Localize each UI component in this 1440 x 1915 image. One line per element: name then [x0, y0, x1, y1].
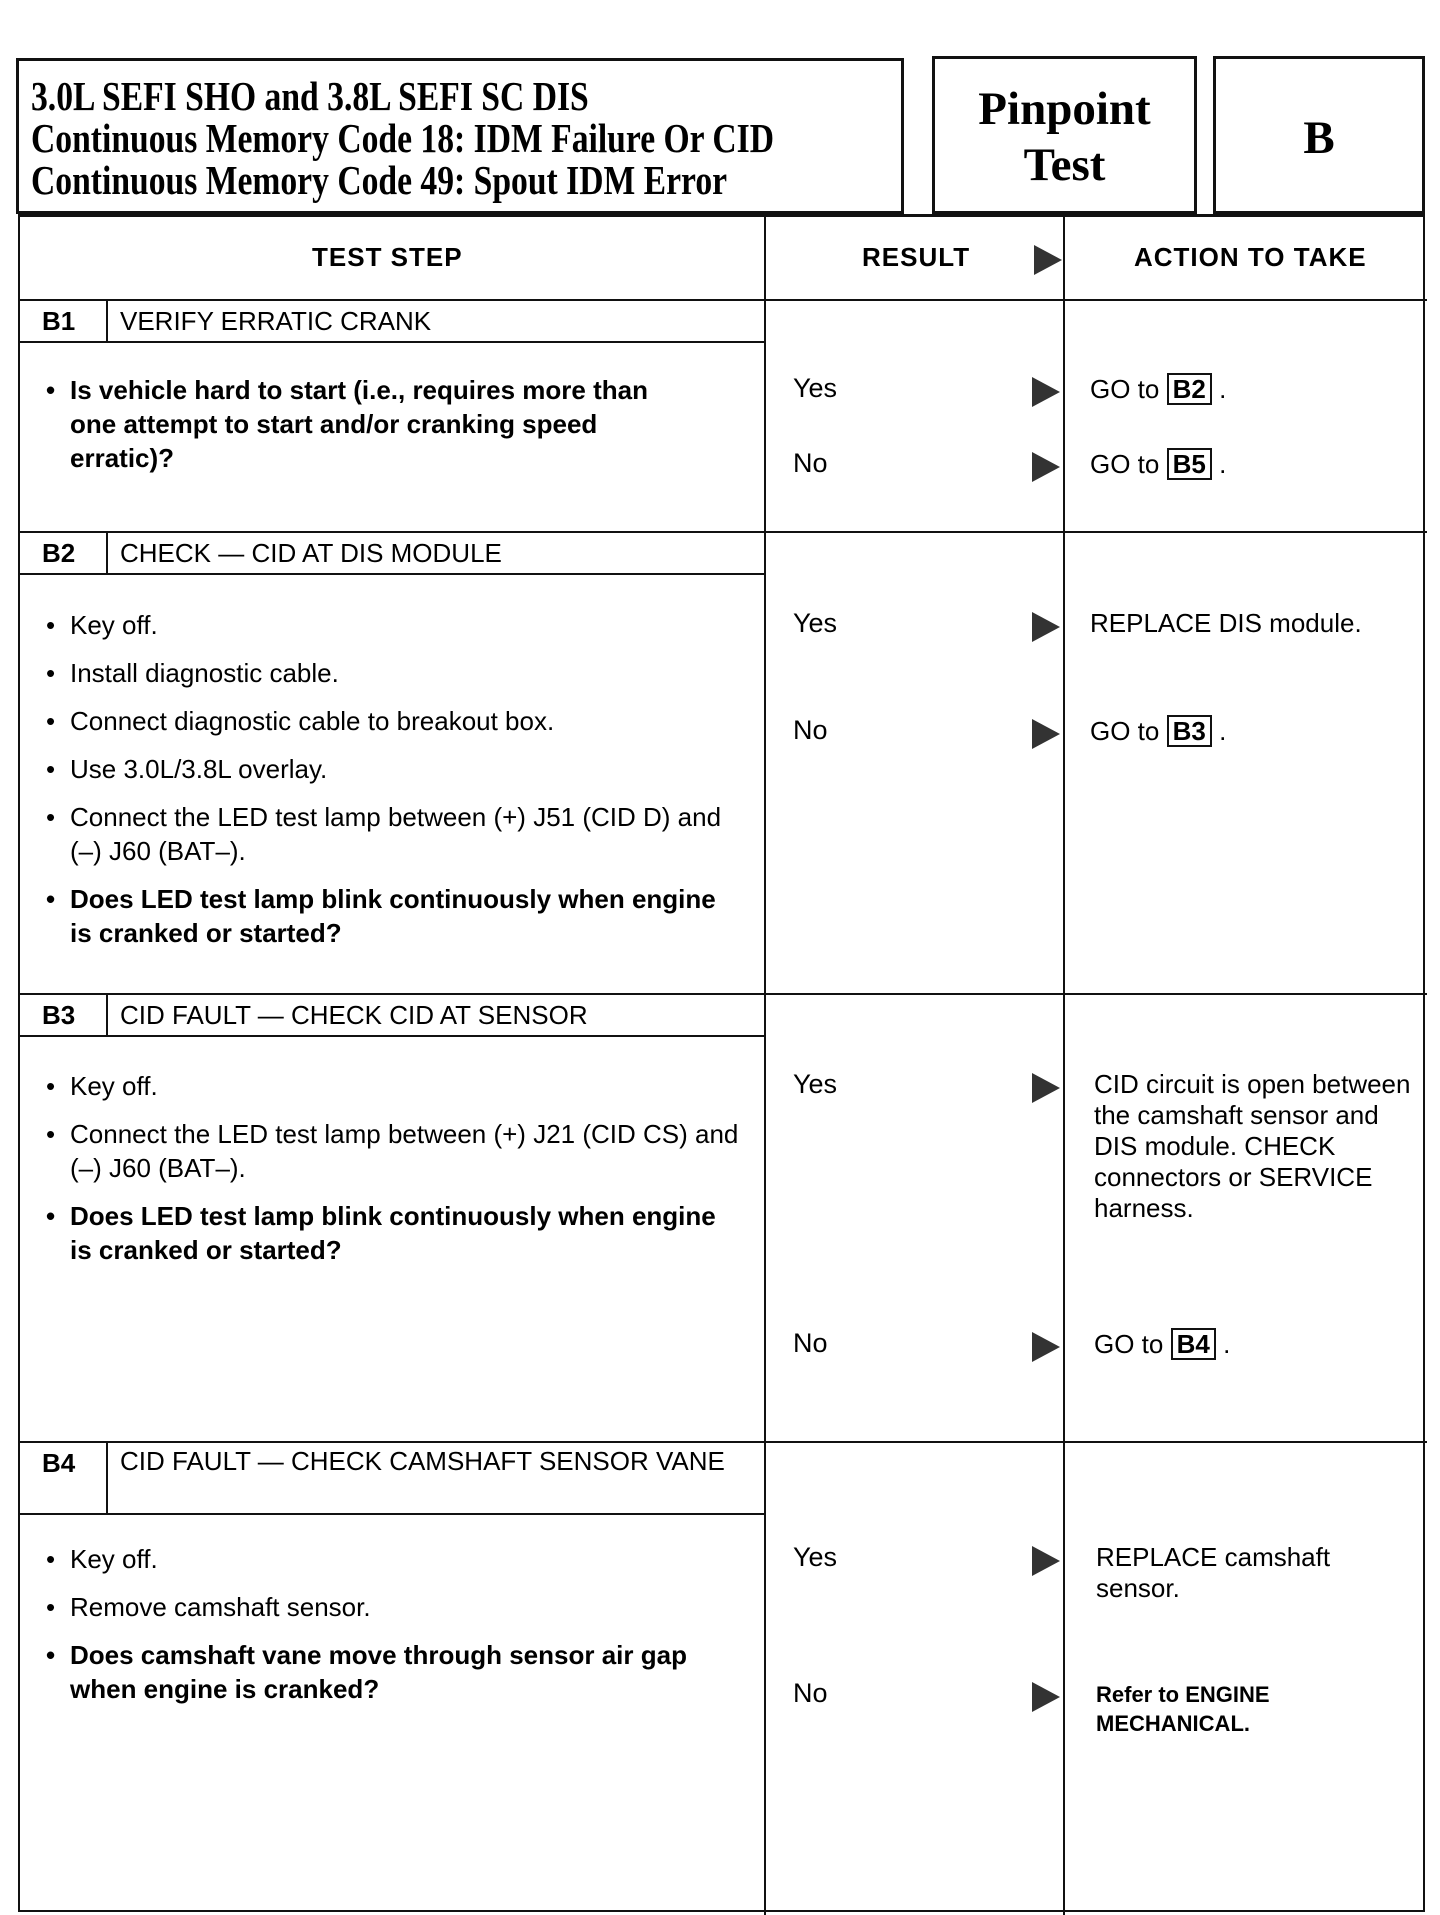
test-title: [16, 58, 904, 214]
b4-question: • Does camshaft vane move through sensor air gap when engine is cranked?: [70, 1638, 750, 1706]
arrow-icon: [1032, 719, 1060, 749]
b2-question: • Does LED test lamp blink continuously when engine is cranked or started?: [70, 882, 720, 950]
step-id-b2: B2: [42, 538, 76, 568]
b4-result-no: No: [793, 1678, 828, 1708]
b1-question: • Is vehicle hard to start (i.e., requires more than one attempt to start and/or cranking speed erratic)?: [70, 373, 700, 475]
header-rule: [20, 299, 1427, 301]
b1-result-yes: Yes: [793, 373, 838, 403]
b2-step-2: • Install diagnostic cable.: [70, 656, 750, 690]
b2-end-rule: [20, 993, 1427, 995]
pinpoint-table: [18, 214, 1425, 1912]
step-link-b4[interactable]: B4: [1171, 1328, 1216, 1360]
b4-result-yes: Yes: [793, 1542, 838, 1572]
b2-step-5: • Connect the LED test lamp between (+) J51 (CID D) and (–) J60 (BAT–).: [70, 800, 750, 868]
b1-id-divider: [106, 299, 108, 341]
b4-action-no: Refer to ENGINE MECHANICAL.: [1096, 1682, 1270, 1736]
b3-question: • Does LED test lamp blink continuously when engine is cranked or started?: [70, 1199, 720, 1267]
title-line-3: Continuous Memory Code 49: Spout IDM Error: [31, 157, 728, 203]
step-link-b2[interactable]: B2: [1167, 373, 1212, 405]
b4-step-1: • Key off.: [70, 1542, 750, 1576]
b2-result-yes: Yes: [793, 608, 838, 638]
b4-id-divider: [106, 1441, 108, 1513]
test-letter: B: [1213, 56, 1425, 214]
b2-step-1: • Key off.: [70, 608, 750, 642]
b1-end-rule: [20, 531, 1427, 533]
test-word: Test: [1023, 139, 1106, 191]
step-link-b3[interactable]: B3: [1167, 715, 1212, 747]
step-id-b1: B1: [42, 306, 76, 336]
b1-action-no: GO to B5 .: [1090, 449, 1227, 479]
title-line-2: Continuous Memory Code 18: IDM Failure Or CID: [31, 115, 775, 161]
col-header-action: ACTION TO TAKE: [1134, 242, 1367, 272]
b1-title-rule: [20, 341, 764, 343]
column-divider-result: [764, 217, 766, 1915]
b2-result-no: No: [793, 715, 828, 745]
b3-result-no: No: [793, 1328, 828, 1358]
step-id-b4: B4: [42, 1448, 76, 1478]
step-id-b3: B3: [42, 1000, 76, 1030]
pinpoint-word: Pinpoint: [978, 83, 1151, 135]
b4-step-2: • Remove camshaft sensor.: [70, 1590, 750, 1624]
arrow-icon: [1032, 1073, 1060, 1103]
b2-action-yes: REPLACE DIS module.: [1090, 608, 1362, 638]
b3-id-divider: [106, 993, 108, 1035]
b3-step-1: • Key off.: [70, 1069, 750, 1103]
b1-result-no: No: [793, 448, 828, 478]
step-title-b2: CHECK — CID AT DIS MODULE: [120, 538, 502, 568]
b3-title-rule: [20, 1035, 764, 1037]
b2-title-rule: [20, 573, 764, 575]
result-arrow-icon: [1034, 245, 1062, 275]
arrow-icon: [1032, 1546, 1060, 1576]
b3-step-2: • Connect the LED test lamp between (+) J21 (CID CS) and (–) J60 (BAT–).: [70, 1117, 750, 1185]
b3-action-no: GO to B4 .: [1094, 1329, 1231, 1359]
b4-action-yes: REPLACE camshaft sensor.: [1096, 1542, 1331, 1603]
b3-result-yes: Yes: [793, 1069, 838, 1099]
step-title-b3: CID FAULT — CHECK CID AT SENSOR: [120, 1000, 588, 1030]
b4-title-rule: [20, 1513, 764, 1515]
arrow-icon: [1032, 452, 1060, 482]
b2-action-no: GO to B3 .: [1090, 716, 1227, 746]
arrow-icon: [1032, 1682, 1060, 1712]
step-title-b4: CID FAULT — CHECK CAMSHAFT SENSOR VANE: [120, 1446, 725, 1476]
arrow-icon: [1032, 1332, 1060, 1362]
title-line-1: 3.0L SEFI SHO and 3.8L SEFI SC DIS: [31, 73, 589, 119]
pinpoint-test-label: [932, 56, 1197, 214]
b1-action-yes: GO to B2 .: [1090, 374, 1227, 404]
b2-step-3: • Connect diagnostic cable to breakout box.: [70, 704, 750, 738]
arrow-icon: [1032, 612, 1060, 642]
col-header-result: RESULT: [862, 242, 971, 272]
arrow-icon: [1032, 377, 1060, 407]
step-title-b1: VERIFY ERRATIC CRANK: [120, 306, 432, 336]
b3-action-yes: CID circuit is open between the camshaft sensor and DIS module. CHECK connectors or SERVICE harness.: [1094, 1069, 1411, 1223]
col-header-test-step: TEST STEP: [312, 242, 463, 272]
column-divider-action: [1063, 217, 1065, 1915]
b3-end-rule: [20, 1441, 1427, 1443]
step-link-b5[interactable]: B5: [1167, 448, 1212, 480]
b2-id-divider: [106, 531, 108, 573]
b2-step-4: • Use 3.0L/3.8L overlay.: [70, 752, 750, 786]
